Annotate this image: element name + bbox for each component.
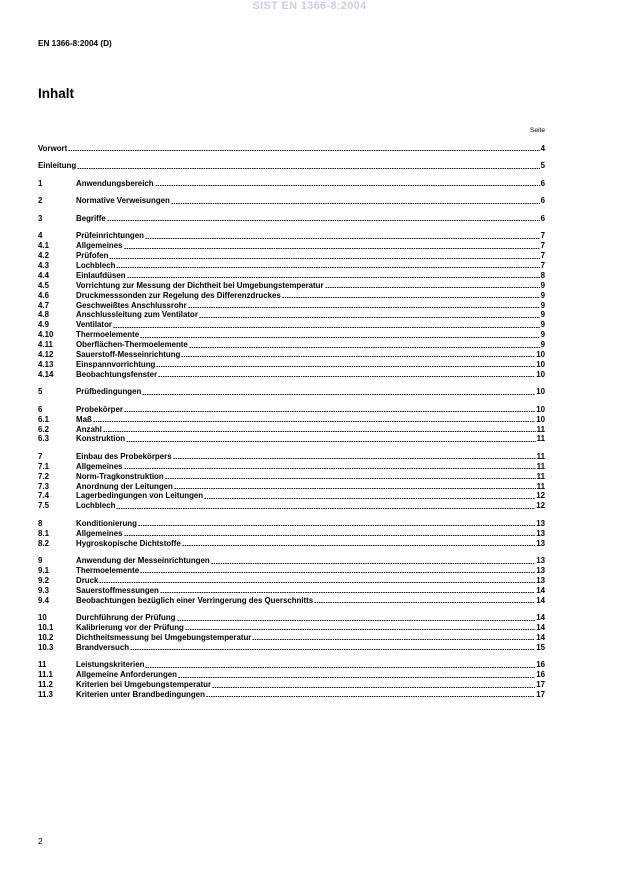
dot-leader (212, 687, 535, 688)
toc-entry[interactable] (38, 300, 545, 310)
toc-entry-number: 10.2 (38, 632, 54, 642)
toc-entry[interactable] (38, 178, 545, 188)
dot-leader (173, 458, 536, 459)
toc-entry[interactable] (38, 585, 545, 595)
toc-entry-title: Ventilator (76, 320, 112, 330)
dot-leader (211, 563, 536, 564)
toc-entry[interactable] (38, 339, 545, 349)
dot-leader (155, 185, 540, 186)
toc-entry-number: 8.1 (38, 528, 49, 538)
toc-entry-title: Anordnung der Leitungen (76, 481, 173, 491)
toc-entry[interactable] (38, 240, 545, 250)
toc-entry-number: 4.10 (38, 330, 54, 340)
toc-entry-title: Allgemeines (76, 241, 123, 251)
toc-entry-number: 4.3 (38, 260, 49, 270)
toc-entry-number: 10.1 (38, 623, 54, 633)
toc-entry-number: 10.3 (38, 642, 54, 652)
dot-leader (188, 307, 540, 308)
toc-entry-title: Thermoelemente (76, 330, 140, 340)
toc-entry[interactable] (38, 632, 545, 642)
toc-entry-title: Einlaufdüsen (76, 270, 126, 280)
toc-entry-number: 8 (38, 518, 43, 528)
toc-entry-page: 7 (540, 251, 545, 261)
toc-entry-title: Einleitung (38, 161, 77, 171)
toc-entry-title: Konstruktion (76, 434, 126, 444)
toc-entry-title: Allgemeines (76, 528, 123, 538)
toc-entry-number: 2 (38, 196, 43, 206)
toc-entry-title: Druck (76, 575, 99, 585)
toc-entry[interactable] (38, 250, 545, 260)
toc-entry-number: 1 (38, 178, 43, 188)
toc-entry-page: 13 (536, 528, 545, 538)
toc-entry-title: Norm-Tragkonstruktion (76, 471, 164, 481)
toc-entry-number: 9.3 (38, 585, 49, 595)
toc-entry-title: Prüfofen (76, 251, 109, 261)
toc-entry-page: 14 (536, 632, 545, 642)
toc-entry-page: 16 (536, 660, 545, 670)
dot-leader (126, 441, 536, 442)
toc-entry-page: 10 (536, 387, 545, 397)
toc-entry-page: 9 (540, 310, 545, 320)
dot-leader (93, 421, 535, 422)
toc-entry-number: 4.8 (38, 310, 49, 320)
toc-entry-page: 14 (536, 595, 545, 605)
toc-entry[interactable] (38, 213, 545, 223)
toc-entry[interactable] (38, 622, 545, 632)
toc-entry-number: 4.13 (38, 359, 54, 369)
toc-entry-title: Druckmesssonden zur Regelung des Differenzdruckes (76, 290, 281, 300)
toc-entry-title: Prüfeinrichtungen (76, 231, 144, 241)
toc-entry-page: 5 (540, 161, 545, 171)
toc-entry-page: 11 (536, 451, 545, 461)
toc-entry-number: 5 (38, 387, 43, 397)
toc-entry[interactable] (38, 491, 545, 501)
toc-entry-title: Normative Verweisungen (76, 196, 170, 206)
toc-entry[interactable] (38, 195, 545, 205)
toc-entry-title: Lochblech (76, 260, 116, 270)
toc-entry-number: 10 (38, 613, 47, 623)
toc-entry-page: 13 (536, 518, 545, 528)
toc-entry-number: 9 (38, 556, 43, 566)
toc-entry[interactable] (38, 575, 545, 585)
dot-leader (165, 478, 536, 479)
toc-entry-page: 8 (540, 270, 545, 280)
toc-entry-number: 11.2 (38, 680, 53, 690)
toc-entry-title: Anschlussleitung zum Ventilator (76, 310, 198, 320)
toc-entry-title: Maß (76, 414, 92, 424)
toc-entry-page: 17 (536, 689, 545, 699)
toc-entry[interactable] (38, 290, 545, 300)
toc-entry-page: 9 (540, 330, 545, 340)
toc-entry-page: 7 (540, 260, 545, 270)
toc-entry-page: 6 (540, 196, 545, 206)
page-title: Inhalt (38, 86, 74, 101)
toc-entry[interactable] (38, 595, 545, 605)
toc-entry[interactable] (38, 230, 545, 240)
toc-entry-title: Thermoelemente (76, 566, 140, 575)
toc-entry[interactable] (38, 143, 545, 153)
toc-entry-page: 14 (536, 585, 545, 595)
toc-entry-page: 14 (536, 623, 545, 633)
dot-leader (314, 602, 535, 603)
toc-entry-title: Beobachtungsfenster (76, 369, 158, 379)
toc-entry-number: 4.5 (38, 280, 49, 290)
dot-leader (116, 267, 539, 268)
toc-entry-title: Kalibrierung vor der Prüfung (76, 623, 184, 633)
toc-entry[interactable] (38, 679, 545, 689)
toc-entry-page: 10 (536, 359, 545, 369)
toc-entry[interactable] (38, 689, 545, 699)
toc-entry[interactable] (38, 565, 545, 575)
dot-leader (142, 394, 535, 395)
toc-entry-title: Prüfbedingungen (76, 387, 142, 397)
toc-entry-title: Kriterien bei Umgebungstemperatur (76, 680, 212, 690)
toc-entry-number: 9.1 (38, 566, 49, 575)
toc-entry-page: 12 (536, 491, 545, 501)
toc-entry-page: 16 (536, 670, 545, 680)
toc-entry-page: 11 (536, 424, 545, 434)
document-id: EN 1366-8:2004 (D) (38, 39, 112, 48)
toc-entry-page: 9 (540, 290, 545, 300)
toc-entry-number: 6.3 (38, 434, 49, 444)
dot-leader (182, 545, 535, 546)
toc-entry-title: Leistungskriterien (76, 660, 145, 670)
toc-entry-page: 10 (536, 404, 545, 414)
dot-leader (124, 468, 536, 469)
toc-entry-number: 11.1 (38, 670, 53, 680)
toc-entry[interactable] (38, 160, 545, 170)
toc-entry-page: 11 (536, 434, 545, 444)
dot-leader (206, 696, 535, 697)
toc-entry-title: Lagerbedingungen von Leitungen (76, 491, 204, 501)
page-number: 2 (38, 836, 43, 846)
dot-leader (325, 287, 540, 288)
dot-leader (103, 431, 536, 432)
dot-leader (171, 203, 540, 204)
page-column-label: Seite (529, 127, 545, 134)
dot-leader (282, 297, 540, 298)
toc-entry[interactable] (38, 369, 545, 379)
toc-entry[interactable] (38, 538, 545, 548)
toc-entry-page: 13 (536, 556, 545, 566)
dot-leader (109, 258, 539, 259)
toc-entry-number: 6 (38, 404, 43, 414)
toc-entry-page: 11 (536, 471, 545, 481)
toc-entry-page: 7 (540, 231, 545, 241)
toc-entry-number: 4.7 (38, 300, 49, 310)
toc-entry-number: 4.11 (38, 340, 53, 350)
toc-entry-number: 7.2 (38, 471, 49, 481)
toc-entry-title: Einspannvorrichtung (76, 359, 156, 369)
toc-entry-number: 4.14 (38, 369, 54, 379)
dot-leader (145, 667, 535, 668)
toc-entry-number: 6.2 (38, 424, 49, 434)
toc-entry[interactable] (38, 434, 545, 444)
toc-entry-page: 6 (540, 178, 545, 188)
toc-entry[interactable] (38, 386, 545, 396)
toc-entry-number: 7.4 (38, 491, 49, 501)
dot-leader (140, 337, 539, 338)
dot-leader (124, 535, 536, 536)
toc-entry-number: 7 (38, 451, 43, 461)
toc-entry-page: 13 (536, 575, 545, 585)
dot-leader (156, 366, 535, 367)
toc-entry[interactable] (38, 500, 545, 510)
toc-entry[interactable] (38, 528, 545, 538)
dot-leader (199, 317, 540, 318)
toc-entry[interactable] (38, 612, 545, 622)
toc-entry-number: 9.4 (38, 595, 49, 605)
toc-entry-page: 10 (536, 350, 545, 359)
toc-entry-title: Durchführung der Prüfung (76, 613, 176, 623)
dot-leader (124, 248, 540, 249)
toc-entry-page: 6 (540, 213, 545, 223)
toc-entry-number: 8.2 (38, 538, 49, 548)
dot-leader (68, 150, 539, 151)
dot-leader (160, 592, 535, 593)
toc-entry[interactable] (38, 310, 545, 320)
toc-entry-page: 7 (540, 241, 545, 251)
toc-entry-page: 15 (536, 642, 545, 652)
dot-leader (178, 677, 535, 678)
toc-entry-number: 4.4 (38, 270, 49, 280)
dot-leader (113, 327, 540, 328)
toc-entry-title: Probekörper (76, 404, 123, 414)
toc-entry-page: 9 (540, 280, 545, 290)
dot-leader (252, 639, 535, 640)
toc-entry-number: 4.6 (38, 290, 49, 300)
toc-entry-number: 11.3 (38, 689, 53, 699)
toc-entry-title: Sauerstoffmessungen (76, 585, 159, 595)
toc-entry[interactable] (38, 461, 545, 471)
toc-entry[interactable] (38, 518, 545, 528)
toc-entry-title: Sauerstoff-Messeinrichtung (76, 350, 181, 359)
toc-entry-title: Anwendungsbereich (76, 178, 154, 188)
toc-entry-page: 11 (536, 481, 545, 491)
toc-entry[interactable] (38, 359, 545, 369)
dot-leader (124, 411, 535, 412)
toc-entry[interactable] (38, 404, 545, 414)
toc-entry[interactable] (38, 669, 545, 679)
dot-leader (107, 220, 540, 221)
toc-entry-title: Vorrichtung zur Messung der Dichtheit bei Umgebungstemperatur (76, 280, 324, 290)
toc-entry-title: Konditionierung (76, 518, 137, 528)
toc-entry-title: Einbau des Probekörpers (76, 451, 172, 461)
toc-entry-number: 4.1 (38, 241, 49, 251)
toc-entry-title: Beobachtungen bezüglich einer Verringerung des Querschnitts (76, 595, 314, 605)
toc-entry-page: 17 (536, 680, 545, 690)
toc-entry-number: 7.1 (38, 461, 49, 471)
toc-entry-page: 11 (536, 461, 545, 471)
toc-entry[interactable] (38, 414, 545, 424)
toc-entry[interactable] (38, 319, 545, 329)
toc-entry-title: Anwendung der Messeinrichtungen (76, 556, 210, 566)
toc-entry[interactable] (38, 659, 545, 669)
toc-entry[interactable] (38, 642, 545, 652)
toc-entry-title: Vorwort (38, 143, 68, 153)
dot-leader (145, 238, 540, 239)
dot-leader (181, 356, 535, 357)
toc-entry-title: Dichtheitsmessung bei Umgebungstemperatur (76, 632, 252, 642)
toc-entry-number: 4.12 (38, 350, 54, 359)
toc-entry[interactable] (38, 481, 545, 491)
toc-entry-title: Anzahl (76, 424, 102, 434)
toc-entry[interactable] (38, 280, 545, 290)
toc-entry-title: Brandversuch (76, 642, 130, 652)
dot-leader (158, 376, 535, 377)
dot-leader (204, 498, 535, 499)
dot-leader (130, 649, 535, 650)
dot-leader (116, 508, 535, 509)
toc-entry-page: 4 (540, 143, 545, 153)
toc-entry-number: 7.3 (38, 481, 49, 491)
toc-entry[interactable] (38, 260, 545, 270)
toc-entry-title: Begriffe (76, 213, 106, 223)
toc-entry-title: Lochblech (76, 501, 116, 511)
toc-entry[interactable] (38, 424, 545, 434)
dot-leader (138, 525, 535, 526)
toc-entry-page: 10 (536, 369, 545, 379)
toc-entry-title: Geschweißtes Anschlussrohr (76, 300, 187, 310)
toc-entry-number: 3 (38, 213, 43, 223)
dot-leader (77, 168, 539, 169)
toc-entry-page: 9 (540, 340, 545, 350)
watermark: SIST EN 1366-8:2004 (252, 0, 367, 12)
toc-entry-number: 6.1 (38, 414, 49, 424)
dot-leader (127, 277, 540, 278)
toc-entry[interactable] (38, 329, 545, 339)
toc-entry-title: Allgemeines (76, 461, 123, 471)
toc-entry[interactable] (38, 270, 545, 280)
toc-entry-page: 14 (536, 613, 545, 623)
toc-entry[interactable] (38, 555, 545, 565)
toc-entry-page: 9 (540, 320, 545, 330)
table-of-contents (38, 143, 545, 699)
toc-entry-number: 9.2 (38, 575, 49, 585)
toc-entry-title: Hygroskopische Dichtstoffe (76, 538, 181, 548)
toc-entry[interactable] (38, 349, 545, 359)
dot-leader (189, 347, 540, 348)
dot-leader (177, 620, 536, 621)
toc-entry-page: 9 (540, 300, 545, 310)
toc-entry-number: 4.2 (38, 251, 49, 261)
toc-entry-page: 12 (536, 501, 545, 511)
toc-entry-title: Kriterien unter Brandbedingungen (76, 689, 205, 699)
dot-leader (140, 572, 535, 573)
toc-entry-page: 13 (536, 566, 545, 575)
toc-entry-page: 13 (536, 538, 545, 548)
toc-entry[interactable] (38, 451, 545, 461)
dot-leader (174, 488, 536, 489)
toc-entry-number: 7.5 (38, 501, 49, 511)
toc-entry-page: 10 (536, 414, 545, 424)
toc-entry-number: 4.9 (38, 320, 49, 330)
dot-leader (99, 582, 535, 583)
toc-entry-number: 4 (38, 231, 43, 241)
toc-entry-number: 11 (38, 660, 47, 670)
dot-leader (185, 629, 535, 630)
toc-entry-title: Oberflächen-Thermoelemente (76, 340, 188, 350)
toc-entry[interactable] (38, 471, 545, 481)
toc-entry-title: Allgemeine Anforderungen (76, 670, 177, 680)
